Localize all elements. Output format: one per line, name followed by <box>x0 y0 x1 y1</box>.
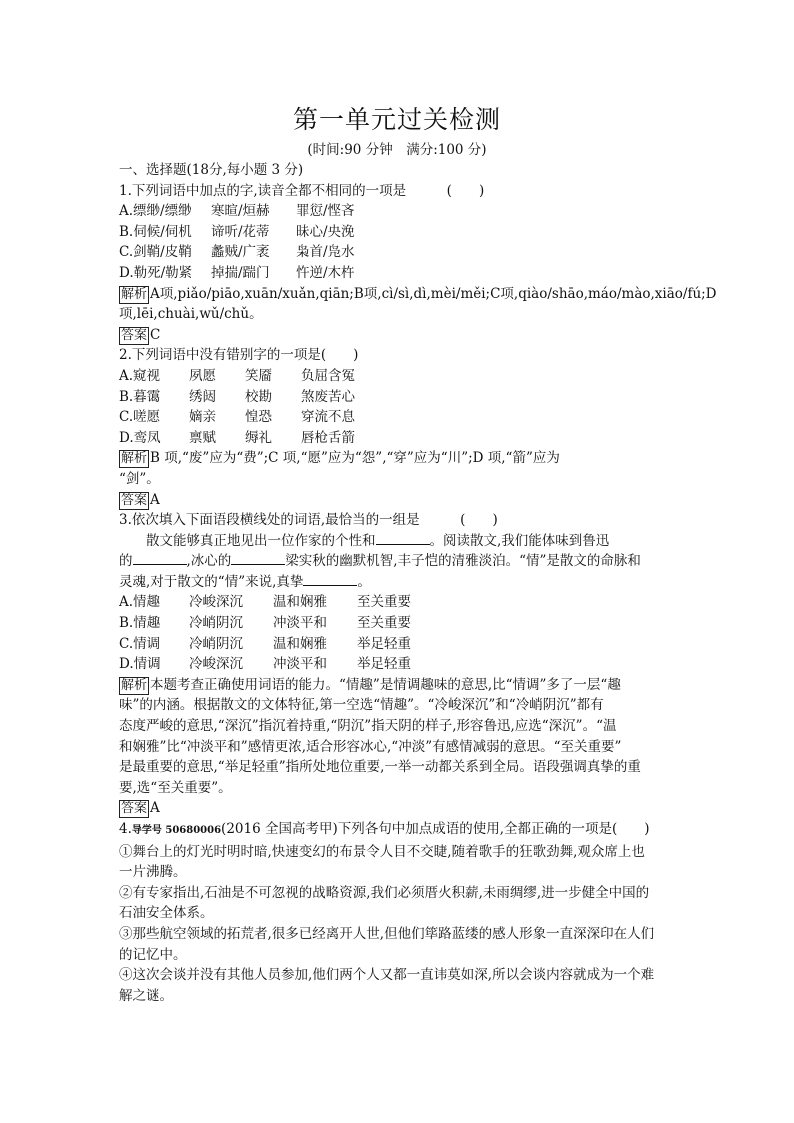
q3-analysis-text-2: 味”的内涵。根据散文的文体特征,第一空选“情趣”。“冷峻深沉”和“冷峭阴沉”都有 <box>119 697 604 714</box>
q3-option-a <box>119 592 684 613</box>
q3-passage-line-1 <box>119 531 684 552</box>
q2-option-b <box>119 387 684 408</box>
q2-analysis-text-2: “剑”。 <box>119 470 160 487</box>
q3-b-2: 冷峭阴沉 <box>189 615 243 632</box>
q1-d-3: 忤逆/木杵 <box>296 264 355 281</box>
q4-stem: (2016 全国高考甲)下列各句中加点成语的使用,全都正确的一项是( ) <box>221 821 650 837</box>
q1-a-2: 寒暄/烜赫 <box>211 203 270 220</box>
q1-a-3: 罪愆/悭吝 <box>296 203 355 220</box>
q1-c-2: 蠡贼/广袤 <box>211 244 270 261</box>
q3-analysis-text-3: 态度严峻的意思,“深沉”指沉着持重,“阴沉”指天阴的样子,形容鲁迅,应选“深沉”。“温 <box>119 718 617 735</box>
q1-b-1: B.伺候/伺机 <box>119 223 192 240</box>
q4-number: 4. <box>119 821 132 837</box>
q4-item-3-line-2: 的记忆中。 <box>119 946 187 963</box>
q3-a-3: 温和娴雅 <box>273 594 327 611</box>
q2-c-1: C.嗟愿 <box>119 409 161 426</box>
q1-stem: 1.下列词语中加点的字,读音全都不相同的一项是 ( ) <box>119 182 485 199</box>
q3-stem: 3.依次填入下面语段横线处的词语,最恰当的一组是 ( ) <box>119 512 498 529</box>
q3-passage-seg-5: 梁实秋的幽默机智,丰子恺的清雅淡泊。“情”是散文的命脉和 <box>285 553 641 570</box>
q4-item-4-line-2: 解之谜。 <box>119 987 173 1004</box>
q1-option-c <box>119 242 684 263</box>
answer-tag: 答案 <box>121 492 148 508</box>
q1-d-2: 掉揣/踹门 <box>211 264 270 281</box>
q3-a-4: 至关重要 <box>357 594 411 611</box>
q1-analysis-text-1: A项,piǎo/piāo,xuān/xuǎn,qiān;B项,cì/sì,dì,mèi/měi;C项,qiào/shāo,máo/mào,xiāo/fú;D <box>150 285 717 302</box>
q2-analysis-text-1: B 项,“废”应为“费”;C 项,“愿”应为“怨”,“穿”应为“川”;D 项,“箭”应为 <box>150 450 560 467</box>
q2-option-c <box>119 407 684 428</box>
q3-passage-line-3 <box>119 572 684 593</box>
q4-item-3-line-1: ③那些航空领域的拓荒者,很多已经离开人世,但他们筚路蓝缕的感人形象一直深深印在人们 <box>119 925 655 942</box>
q2-b-4: 煞废苦心 <box>301 388 355 405</box>
q3-passage-seg-3: 的 <box>119 553 133 570</box>
q3-answer <box>119 798 684 819</box>
q3-passage-seg-1: 散文能够真正地见出一位作家的个性和 <box>146 532 376 549</box>
q3-option-d <box>119 654 684 675</box>
q1-b-2: 谛听/花蒂 <box>211 223 270 240</box>
q2-b-1: B.暮霭 <box>119 388 161 405</box>
q1-answer <box>119 325 684 346</box>
analysis-tag: 解析 <box>121 451 148 467</box>
q1-analysis-text-2: 项,lēi,chuài,wǔ/chǔ。 <box>119 306 263 323</box>
q3-option-c <box>119 634 684 655</box>
q3-a-2: 冷峻深沉 <box>189 594 243 611</box>
q2-a-2: 夙愿 <box>189 367 216 384</box>
q4-item-2-line-1: ②有专家指出,石油是不可忽视的战略资源,我们必须厝火积薪,未雨绸缪,进一步健全中国的 <box>119 884 650 901</box>
q4-item-4-line-1: ④这次会谈并没有其他人员参加,他们两个人又都一直讳莫如深,所以会谈内容就成为一个难 <box>119 967 655 984</box>
q2-a-1: A.窥视 <box>119 367 161 384</box>
q2-d-4: 唇枪舌箭 <box>301 429 355 446</box>
q3-analysis <box>119 675 684 696</box>
q2-a-4: 负屈含冤 <box>301 367 355 384</box>
q3-option-b <box>119 613 684 634</box>
page-title: 第一单元过关检测 <box>292 105 501 134</box>
q4-item-1-line-2: 一片沸腾。 <box>119 864 187 881</box>
q3-d-1: D.情调 <box>119 656 161 673</box>
q2-b-2: 绣闼 <box>189 388 216 405</box>
q3-b-1: B.情趣 <box>119 615 161 632</box>
q3-answer-value: A <box>150 800 160 817</box>
section-heading: 一、选择题(18分,每小题 3 分) <box>119 162 304 178</box>
q3-analysis-text-1: 本题考查正确使用词语的能力。“情趣”是情调趣味的意思,比“情调”多了一层“趣 <box>150 676 621 693</box>
q2-stem: 2.下列词语中没有错别字的一项是( ) <box>119 347 359 364</box>
answer-tag: 答案 <box>121 801 148 817</box>
q2-answer-value: A <box>150 491 160 508</box>
q2-option-a <box>119 366 684 387</box>
q2-a-3: 笑靥 <box>245 367 272 384</box>
q1-b-3: 昧心/央浼 <box>296 223 355 240</box>
q2-c-3: 惶恐 <box>245 409 272 426</box>
q3-c-4: 举足轻重 <box>357 635 411 652</box>
q3-passage-seg-6: 灵魂,对于散文的“情”来说,真挚 <box>119 573 304 590</box>
analysis-tag: 解析 <box>121 286 148 302</box>
q1-answer-value: C <box>150 326 161 343</box>
q2-analysis <box>119 448 684 469</box>
q1-c-1: C.剑鞘/皮鞘 <box>119 244 192 261</box>
q3-c-2: 冷峭阴沉 <box>189 635 243 652</box>
q1-option-d <box>119 263 684 284</box>
q4-item-2-line-2: 石油安全体系。 <box>119 905 214 922</box>
q2-d-2: 禀赋 <box>189 429 216 446</box>
q1-analysis <box>119 284 717 305</box>
fill-blank-4 <box>303 572 357 586</box>
q3-analysis-text-4: 和娴雅”比“冲淡平和”感情更浓,适合形容冰心,“冲淡”有感情减弱的意思。“至关重要” <box>119 738 622 755</box>
q2-option-d <box>119 428 684 449</box>
q3-b-3: 冲淡平和 <box>273 615 327 632</box>
q4-stem-line <box>119 819 684 842</box>
q1-option-a <box>119 201 684 222</box>
fill-blank-1 <box>376 531 430 545</box>
q2-answer <box>119 490 684 511</box>
q3-a-1: A.情趣 <box>119 594 161 611</box>
answer-tag: 答案 <box>121 327 148 343</box>
q1-option-b <box>119 222 684 243</box>
fill-blank-3 <box>231 551 285 565</box>
q3-passage-seg-2: 。阅读散文,我们能体味到鲁迅 <box>429 532 610 549</box>
q3-d-2: 冷峻深沉 <box>189 656 243 673</box>
page-subtitle: (时间:90 分钟 满分:100 分) <box>307 142 487 158</box>
q3-analysis-text-6: 要,选“至关重要”。 <box>119 779 232 796</box>
q3-d-3: 冲淡平和 <box>273 656 327 673</box>
q4-daoxue-code: 导学号 50680006 <box>131 825 222 836</box>
q1-d-1: D.勒死/勒紧 <box>119 264 193 281</box>
analysis-tag: 解析 <box>121 677 148 693</box>
q2-d-1: D.鸾凤 <box>119 429 161 446</box>
fill-blank-2 <box>133 551 187 565</box>
q3-c-3: 温和娴雅 <box>273 635 327 652</box>
q2-c-4: 穿流不息 <box>301 409 355 426</box>
q3-passage-seg-7: 。 <box>357 573 371 590</box>
q3-d-4: 举足轻重 <box>357 656 411 673</box>
exam-content <box>119 160 717 1006</box>
q3-passage-line-2 <box>119 551 684 572</box>
q3-b-4: 至关重要 <box>357 615 411 632</box>
q3-analysis-text-5: 是最重要的意思,“举足轻重”指所处地位重要,一举一动都关系到全局。语段强调真挚的重 <box>119 759 641 776</box>
q2-d-3: 缛礼 <box>245 429 272 446</box>
q3-c-1: C.情调 <box>119 635 161 652</box>
q1-c-3: 枭首/凫水 <box>296 244 355 261</box>
q1-a-1: A.缥缈/缥缈 <box>119 203 192 220</box>
q2-b-3: 校勘 <box>245 388 272 405</box>
q2-c-2: 嫡亲 <box>189 409 216 426</box>
q4-item-1-line-1: ①舞台上的灯光时明时暗,快速变幻的布景令人目不交睫,随着歌手的狂歌劲舞,观众席上也 <box>119 843 645 860</box>
q3-passage-seg-4: ,冰心的 <box>186 553 232 570</box>
